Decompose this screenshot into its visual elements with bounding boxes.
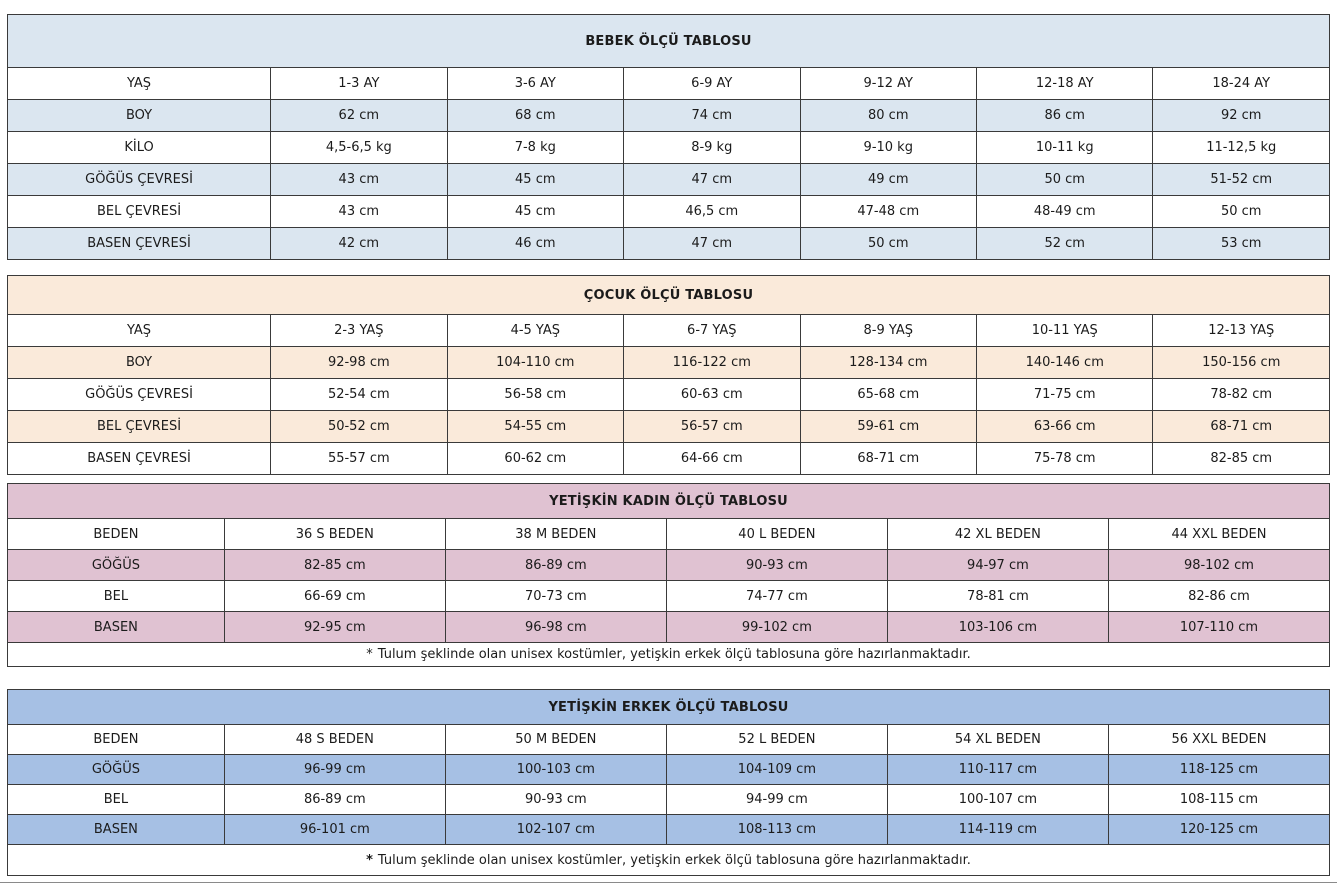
value-cell: 50 cm [977,164,1153,196]
value-cell: 2-3 YAŞ [271,315,447,347]
value-cell: 110-117 cm [887,755,1108,785]
footnote [8,643,1330,667]
row-label: GÖĞÜS ÇEVRESİ [8,379,271,411]
row-label: GÖĞÜS [8,755,225,785]
value-cell: 120-125 cm [1108,815,1329,845]
value-cell: 50 cm [800,228,976,260]
value-cell: 42 cm [271,228,447,260]
table-title-row [8,15,1330,68]
value-cell: 150-156 cm [1153,347,1330,379]
table-row [8,411,1330,443]
value-cell: 52 cm [977,228,1153,260]
size-table-cocuk [7,275,1330,475]
value-cell: 43 cm [271,164,447,196]
row-label: BASEN [8,815,225,845]
row-label: BASEN ÇEVRESİ [8,443,271,475]
footnote-marker: * [366,852,373,868]
table-row [8,815,1330,845]
value-cell: 54-55 cm [447,411,623,443]
value-cell: 92-95 cm [224,612,445,643]
value-cell: 11-12,5 kg [1153,132,1330,164]
footnote [8,845,1330,876]
value-cell: 66-69 cm [224,581,445,612]
value-cell: 4,5-6,5 kg [271,132,447,164]
value-cell: 96-99 cm [224,755,445,785]
table-row [8,581,1330,612]
value-cell: 82-86 cm [1108,581,1329,612]
value-cell: 71-75 cm [977,379,1153,411]
row-label: BEL ÇEVRESİ [8,411,271,443]
value-cell: 53 cm [1153,228,1330,260]
value-cell: 4-5 YAŞ [447,315,623,347]
row-label: GÖĞÜS ÇEVRESİ [8,164,271,196]
value-cell: 43 cm [271,196,447,228]
value-cell: 56-58 cm [447,379,623,411]
table-row [8,550,1330,581]
value-cell: 63-66 cm [977,411,1153,443]
row-label: BEL [8,581,225,612]
value-cell: 55-57 cm [271,443,447,475]
value-cell: 140-146 cm [977,347,1153,379]
value-cell: 59-61 cm [800,411,976,443]
value-cell: 36 S BEDEN [224,519,445,550]
row-label: BEDEN [8,725,225,755]
value-cell: 51-52 cm [1153,164,1330,196]
value-cell: 44 XXL BEDEN [1108,519,1329,550]
value-cell: 8-9 kg [624,132,800,164]
value-cell: 8-9 YAŞ [800,315,976,347]
value-cell: 50 M BEDEN [445,725,666,755]
row-label: GÖĞÜS [8,550,225,581]
table-row [8,755,1330,785]
value-cell: 74 cm [624,100,800,132]
value-cell: 47 cm [624,164,800,196]
table-row [8,228,1330,260]
value-cell: 90-93 cm [445,785,666,815]
size-table-erkek [7,689,1330,876]
value-cell: 62 cm [271,100,447,132]
table-row [8,443,1330,475]
value-cell: 96-98 cm [445,612,666,643]
table-row [8,725,1330,755]
value-cell: 94-97 cm [887,550,1108,581]
value-cell: 42 XL BEDEN [887,519,1108,550]
value-cell: 52 L BEDEN [666,725,887,755]
value-cell: 102-107 cm [445,815,666,845]
value-cell: 104-109 cm [666,755,887,785]
value-cell: 48 S BEDEN [224,725,445,755]
table-title-row [8,276,1330,315]
value-cell: 40 L BEDEN [666,519,887,550]
table-title: BEBEK ÖLÇÜ TABLOSU [8,15,1330,68]
table-row [8,100,1330,132]
value-cell: 68-71 cm [1153,411,1330,443]
value-cell: 9-12 AY [800,68,976,100]
value-cell: 10-11 kg [977,132,1153,164]
table-row [8,347,1330,379]
footnote-text: Tulum şeklinde olan unisex kostümler, yetişkin erkek ölçü tablosuna göre hazırlanmaktadır. [377,852,971,868]
value-cell: 86-89 cm [224,785,445,815]
value-cell: 90-93 cm [666,550,887,581]
value-cell: 82-85 cm [224,550,445,581]
value-cell: 114-119 cm [887,815,1108,845]
value-cell: 38 M BEDEN [445,519,666,550]
value-cell: 48-49 cm [977,196,1153,228]
footnote-text: Tulum şeklinde olan unisex kostümler, yetişkin erkek ölçü tablosuna göre hazırlanmaktadır. [377,647,971,662]
value-cell: 56-57 cm [624,411,800,443]
value-cell: 64-66 cm [624,443,800,475]
value-cell: 116-122 cm [624,347,800,379]
value-cell: 118-125 cm [1108,755,1329,785]
value-cell: 92 cm [1153,100,1330,132]
value-cell: 80 cm [800,100,976,132]
value-cell: 9-10 kg [800,132,976,164]
value-cell: 52-54 cm [271,379,447,411]
value-cell: 78-81 cm [887,581,1108,612]
value-cell: 50-52 cm [271,411,447,443]
value-cell: 108-113 cm [666,815,887,845]
table-row [8,379,1330,411]
value-cell: 74-77 cm [666,581,887,612]
row-label: YAŞ [8,68,271,100]
row-label: BASEN ÇEVRESİ [8,228,271,260]
table-row [8,315,1330,347]
value-cell: 45 cm [447,196,623,228]
value-cell: 46,5 cm [624,196,800,228]
value-cell: 3-6 AY [447,68,623,100]
value-cell: 86-89 cm [445,550,666,581]
value-cell: 60-63 cm [624,379,800,411]
value-cell: 45 cm [447,164,623,196]
value-cell: 86 cm [977,100,1153,132]
row-label: YAŞ [8,315,271,347]
row-label: BEDEN [8,519,225,550]
row-label: BOY [8,347,271,379]
value-cell: 47-48 cm [800,196,976,228]
value-cell: 92-98 cm [271,347,447,379]
value-cell: 70-73 cm [445,581,666,612]
value-cell: 12-18 AY [977,68,1153,100]
value-cell: 47 cm [624,228,800,260]
value-cell: 49 cm [800,164,976,196]
table-row [8,196,1330,228]
row-label: BEL ÇEVRESİ [8,196,271,228]
value-cell: 56 XXL BEDEN [1108,725,1329,755]
value-cell: 100-107 cm [887,785,1108,815]
value-cell: 75-78 cm [977,443,1153,475]
table-title: YETİŞKİN KADIN ÖLÇÜ TABLOSU [8,484,1330,519]
size-table-bebek [7,14,1330,260]
table-row [8,68,1330,100]
table-row [8,612,1330,643]
value-cell: 68 cm [447,100,623,132]
table-title-row [8,484,1330,519]
table-row [8,519,1330,550]
row-label: BEL [8,785,225,815]
size-table-kadin [7,483,1330,667]
value-cell: 96-101 cm [224,815,445,845]
value-cell: 7-8 kg [447,132,623,164]
table-row [8,785,1330,815]
value-cell: 6-9 AY [624,68,800,100]
table-title: YETİŞKİN ERKEK ÖLÇÜ TABLOSU [8,690,1330,725]
footnote-row [8,845,1330,876]
value-cell: 99-102 cm [666,612,887,643]
value-cell: 128-134 cm [800,347,976,379]
value-cell: 94-99 cm [666,785,887,815]
table-row [8,132,1330,164]
value-cell: 60-62 cm [447,443,623,475]
value-cell: 78-82 cm [1153,379,1330,411]
value-cell: 1-3 AY [271,68,447,100]
row-label: BOY [8,100,271,132]
row-label: BASEN [8,612,225,643]
value-cell: 98-102 cm [1108,550,1329,581]
table-title-row [8,690,1330,725]
value-cell: 10-11 YAŞ [977,315,1153,347]
footnote-marker: * [366,647,373,662]
value-cell: 82-85 cm [1153,443,1330,475]
value-cell: 65-68 cm [800,379,976,411]
value-cell: 6-7 YAŞ [624,315,800,347]
value-cell: 68-71 cm [800,443,976,475]
value-cell: 12-13 YAŞ [1153,315,1330,347]
value-cell: 46 cm [447,228,623,260]
value-cell: 100-103 cm [445,755,666,785]
value-cell: 54 XL BEDEN [887,725,1108,755]
row-label: KİLO [8,132,271,164]
value-cell: 18-24 AY [1153,68,1330,100]
value-cell: 107-110 cm [1108,612,1329,643]
footnote-row [8,643,1330,667]
table-row [8,164,1330,196]
value-cell: 108-115 cm [1108,785,1329,815]
value-cell: 103-106 cm [887,612,1108,643]
value-cell: 50 cm [1153,196,1330,228]
table-title: ÇOCUK ÖLÇÜ TABLOSU [8,276,1330,315]
value-cell: 104-110 cm [447,347,623,379]
